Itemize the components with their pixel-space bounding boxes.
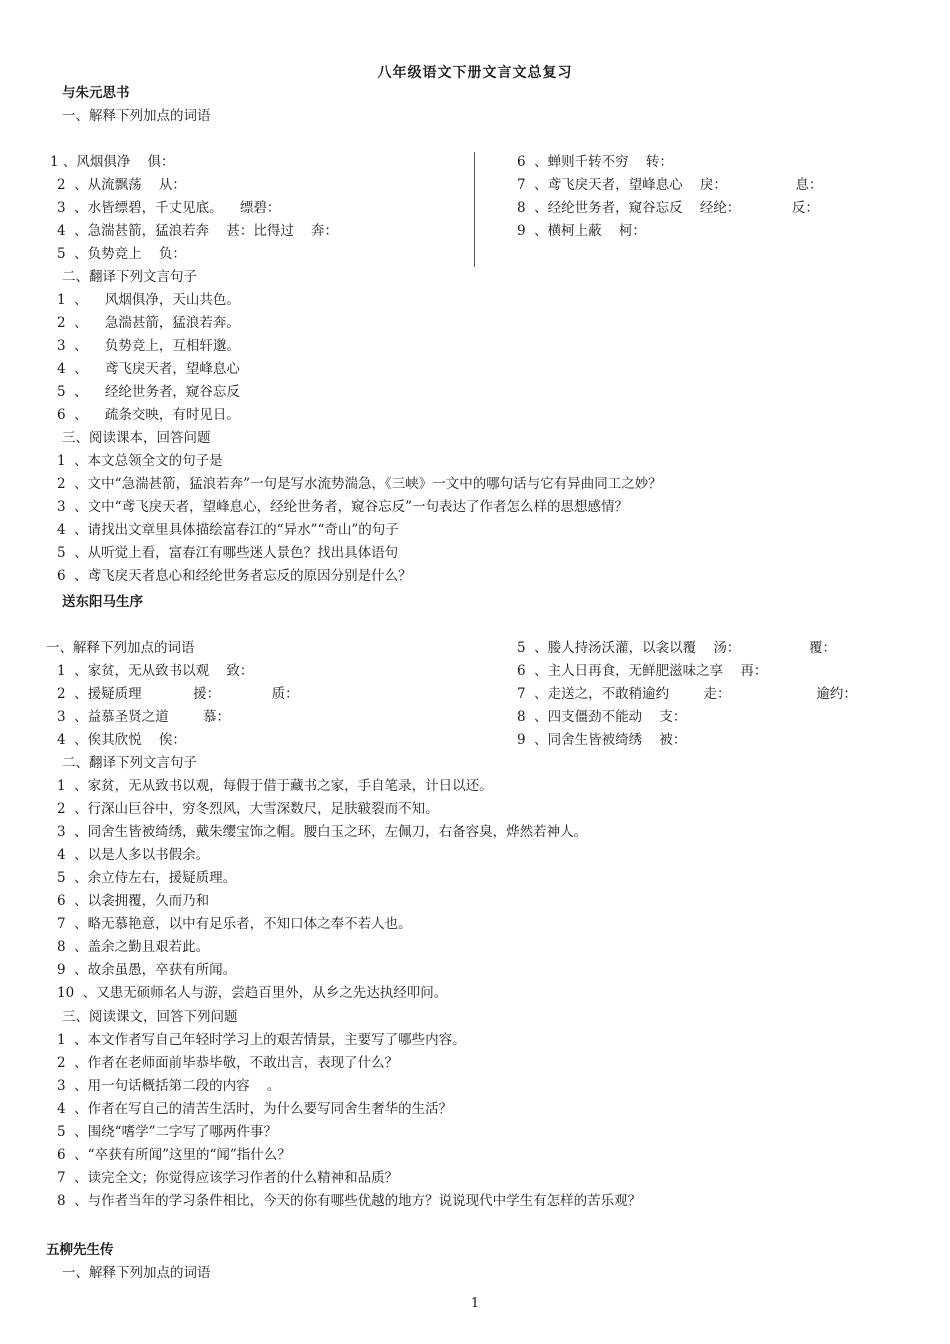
section-heading-wuliuxianshengzhuan: 五柳先生传 (46, 1242, 114, 1258)
vocab-item: 3 、水皆缥碧，千丈见底。 缥碧： (57, 200, 281, 216)
vocab-item: 6 、蝉则千转不穷 转： (517, 154, 673, 170)
vocab-item: 2 、从流飘荡 从： (57, 177, 186, 193)
vocab-item: 1 、家贫，无从致书以观 致： (57, 663, 254, 679)
vocab-item: 9 、横柯上蔽 柯： (517, 223, 646, 239)
question-item: 5 、从听觉上看，富春江有哪些迷人景色？找出具体语句 (57, 545, 399, 561)
part-heading: 二、翻译下列文言句子 (62, 755, 197, 771)
page-number: 1 (470, 1296, 480, 1311)
vocab-item: 2 、援疑质理 援： 质： (57, 686, 299, 702)
translate-item: 3 、同舍生皆被绮绣，戴朱缨宝饰之帽。腰白玉之环，左佩刀，右备容臭，烨然若神人。 (57, 824, 588, 840)
vocab-item: 3 、益慕圣贤之道 慕： (57, 709, 231, 725)
translate-item: 4 、 鸢飞戾天者，望峰息心 (57, 361, 240, 377)
translate-item: 2 、 急湍甚箭，猛浪若奔。 (57, 315, 240, 331)
part-heading: 一、解释下列加点的词语 (46, 640, 195, 656)
question-item: 3 、用一句话概括第二段的内容 。 (57, 1078, 281, 1094)
question-item: 1 、本文总领全文的句子是 (57, 453, 223, 469)
column-divider (474, 152, 475, 267)
question-item: 6 、鸢飞戾天者息心和经纶世务者忘反的原因分别是什么？ (57, 568, 412, 584)
translate-item: 1 、 风烟俱净，天山共色。 (57, 292, 240, 308)
translate-item: 1 、家贫，无从致书以观，每假于借于藏书之家，手自笔录，计日以还。 (57, 778, 493, 794)
translate-item: 6 、以衾拥覆，久而乃和 (57, 893, 210, 909)
question-item: 2 、作者在老师面前毕恭毕敬，不敢出言，表现了什么？ (57, 1055, 399, 1071)
translate-item: 4 、以是人多以书假余。 (57, 847, 210, 863)
section-heading-songdongyangmashengxu: 送东阳马生序 (62, 594, 143, 610)
question-item: 4 、作者在写自己的清苦生活时，为什么要写同舍生奢华的生活？ (57, 1101, 453, 1117)
question-item: 7 、读完全文；你觉得应该学习作者的什么精神和品质？ (57, 1170, 399, 1186)
vocab-item: 7 、走送之，不敢稍逾约 走： 逾约： (517, 686, 857, 702)
page-title: 八年级语文下册文言文总复习 (377, 65, 573, 81)
translate-item: 5 、余立侍左右，援疑质理。 (57, 870, 237, 886)
question-item: 1 、本文作者写自己年轻时学习上的艰苦情景，主要写了哪些内容。 (57, 1032, 466, 1048)
translate-item: 2 、行深山巨谷中，穷冬烈风，大雪深数尺，足肤皲裂而不知。 (57, 801, 439, 817)
question-item: 6 、“卒获有所闻”这里的“闻”指什么？ (57, 1147, 291, 1163)
part-heading: 三、阅读课本，回答问题 (62, 430, 211, 446)
vocab-item: 5 、媵人持汤沃灌，以衾以覆 汤： 覆： (517, 640, 836, 656)
section-heading-yuzhuyuansishu: 与朱元思书 (62, 85, 130, 101)
translate-item: 10 、又患无硕师名人与游，尝趋百里外，从乡之先达执经叩问。 (57, 985, 448, 1001)
vocab-item: 6 、主人日再食，无鲜肥滋味之享 再： (517, 663, 768, 679)
question-item: 8 、与作者当年的学习条件相比，今天的你有哪些优越的地方？说说现代中学生有怎样的苦乐观？ (57, 1193, 642, 1209)
translate-item: 3 、 负势竞上，互相轩邈。 (57, 338, 240, 354)
translate-item: 7 、略无慕艳意，以中有足乐者，不知口体之奉不若人也。 (57, 916, 412, 932)
question-item: 5 、围绕“嗜学”二字写了哪两件事？ (57, 1124, 277, 1140)
vocab-item: 8 、四支僵劲不能动 支： (517, 709, 687, 725)
question-item: 3 、文中“鸢飞戾天者，望峰息心，经纶世务者，窥谷忘反”一句表达了作者怎么样的思想感情？ (57, 499, 628, 515)
part-heading: 一、解释下列加点的词语 (62, 1265, 211, 1281)
vocab-item: 5 、负势竞上 负： (57, 246, 186, 262)
vocab-item: 7 、鸢飞戾天者，望峰息心 戾： 息： (517, 177, 823, 193)
part-heading: 一、解释下列加点的词语 (62, 108, 211, 124)
question-item: 2 、文中“急湍甚箭，猛浪若奔”一句是写水流势湍急，《三峡》一文中的哪句话与它有异曲同工之妙？ (57, 476, 662, 492)
vocab-item: 9 、同舍生皆被绮绣 被： (517, 732, 687, 748)
vocab-item: 4 、急湍甚箭，猛浪若奔 甚：比得过 奔： (57, 223, 339, 239)
translate-item: 6 、 疏条交映，有时见日。 (57, 407, 240, 423)
translate-item: 5 、 经纶世务者，窥谷忘反 (57, 384, 240, 400)
vocab-item: 8 、经纶世务者，窥谷忘反 经纶： 反： (517, 200, 819, 216)
part-heading: 三、阅读课文，回答下列问题 (62, 1009, 238, 1025)
translate-item: 9 、故余虽愚，卒获有所闻。 (57, 962, 237, 978)
question-item: 4 、请找出文章里具体描绘富春江的“异水”“奇山”的句子 (57, 522, 399, 538)
translate-item: 8 、盖余之勤且艰若此。 (57, 939, 210, 955)
vocab-item: 4 、俟其欣悦 俟： (57, 732, 186, 748)
vocab-item: 1 、风烟俱净 俱： (50, 154, 175, 170)
part-heading: 二、翻译下列文言句子 (62, 269, 197, 285)
